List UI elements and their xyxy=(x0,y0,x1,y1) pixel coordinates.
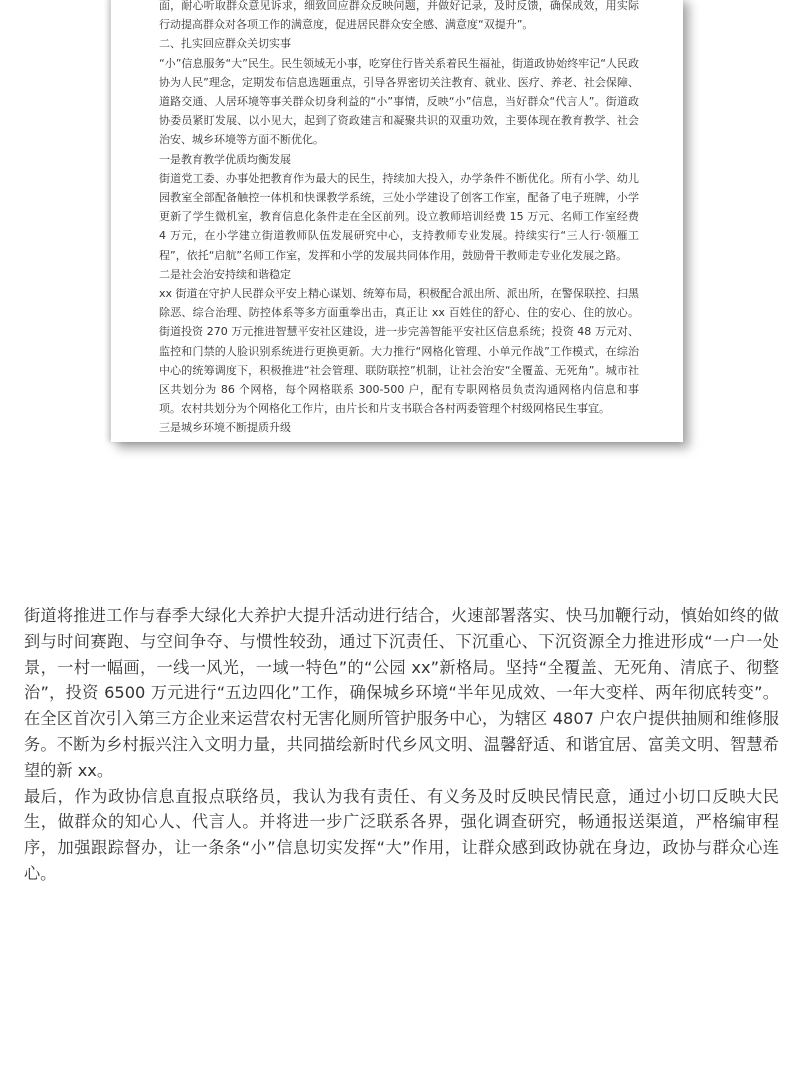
subsection-heading: 一是教育教学优质均衡发展 xyxy=(159,152,291,166)
paragraph: 面，耐心听取群众意见诉求，细致回应群众反映问题，并做好记录，及时反馈，确保成效，用实际行动提高群众对各项工作的满意度，促进居民群众安全感、满意度“双提升”。 xyxy=(159,0,639,32)
section-heading: 二、扎实回应群众关切实事 xyxy=(159,37,291,51)
paragraph: “小”信息服务“大”民生。民生领域无小事，吃穿住行皆关系着民生福祉，街道政协始终牢记“人民政协为人民”理念，定期发布信息选题重点，引导各界密切关注教育、就业、医疗、养老、社会保障、道路交通、人居环境等事关群众切身利益的“小”事情，反映“小”信息，当好群众“代言人”。街道政协委员紧盯发展、以小见大，起到了资政建言和凝聚共识的双重功效，主要体现在教育教学、社会治安、城乡环境等方面不断优化。 xyxy=(159,56,639,147)
document-page-preview xyxy=(111,0,683,442)
body-text xyxy=(24,603,779,887)
paragraph: xx 街道在守护人民群众平安上精心谋划、统筹布局，积极配合派出所、派出所，在警保联控、扫黑除恶、综合治理、防控体系等多方面重拳出击，真正让 xx 百姓住的舒心、住的安心、住的放心。街道投资 270 万元推进智慧平安社区建设，进一步完善智能平安社区信息系统；投资 48 万元对、监控和门禁的人脸识别系统进行更换更新。大力推行“网格化管理、小单元作战”工作模式，在综治中心的统筹调度下，积极推进“社会管理、联防联控”机制，让社会治安“全覆盖、无死角”。城市社区共划分为 86 个网格，每个网格联系 300-500 户，配有专职网格员负责沟通网格内信息和事项。农村共划分为个网格化工作片，由片长和片支书联合各村两委管理个村级网格民生事宜。 xyxy=(159,287,639,416)
paragraph: 街道党工委、办事处把教育作为最大的民生，持续加大投入，办学条件不断优化。所有小学、幼儿园教室全部配备触控一体机和快课教学系统，三处小学建设了创客工作室，配备了电子班牌，小学更新了学生微机室，教育信息化条件走在全区前列。设立教师培训经费 15 万元、名师工作室经费 4 万元，在小学建立街道教师队伍发展研究中心，支持教师专业发展。持续实行“三人行·领雁工程”，依托“启航”名师工作室，发挥和小学的发展共同体作用，鼓励骨干教师走专业化发展之路。 xyxy=(159,171,639,262)
page-preview-text xyxy=(159,0,639,438)
subsection-heading: 二是社会治安持续和谐稳定 xyxy=(159,267,291,281)
paragraph: 最后，作为政协信息直报点联络员，我认为我有责任、有义务及时反映民情民意，通过小切口反映大民生，做群众的知心人、代言人。并将进一步广泛联系各界，强化调查研究，畅通报送渠道，严格编审程序，加强跟踪督办，让一条条“小”信息切实发挥“大”作用，让群众感到政协就在身边，政协与群众心连心。 xyxy=(24,786,779,883)
subsection-heading: 三是城乡环境不断提质升级 xyxy=(159,421,291,435)
paragraph: 街道将推进工作与春季大绿化大养护大提升活动进行结合，火速部署落实、快马加鞭行动，慎始如终的做到与时间赛跑、与空间争夺、与惯性较劲，通过下沉责任、下沉重心、下沉资源全力推进形成“一户一处景，一村一幅画，一线一风光，一域一特色”的“公园 xx”新格局。坚持“全覆盖、无死角、清底子、彻整治”，投资 6500 万元进行“五边四化”工作，确保城乡环境“半年见成效、一年大变样、两年彻底转变”。在全区首次引入第三方企业来运营农村无害化厕所管护服务中心，为辖区 4807 户农户提供抽厕和维修服务。不断为乡村振兴注入文明力量，共同描绘新时代乡风文明、温馨舒适、和谐宜居、富美文明、智慧希望的新 xx。 xyxy=(24,606,779,780)
